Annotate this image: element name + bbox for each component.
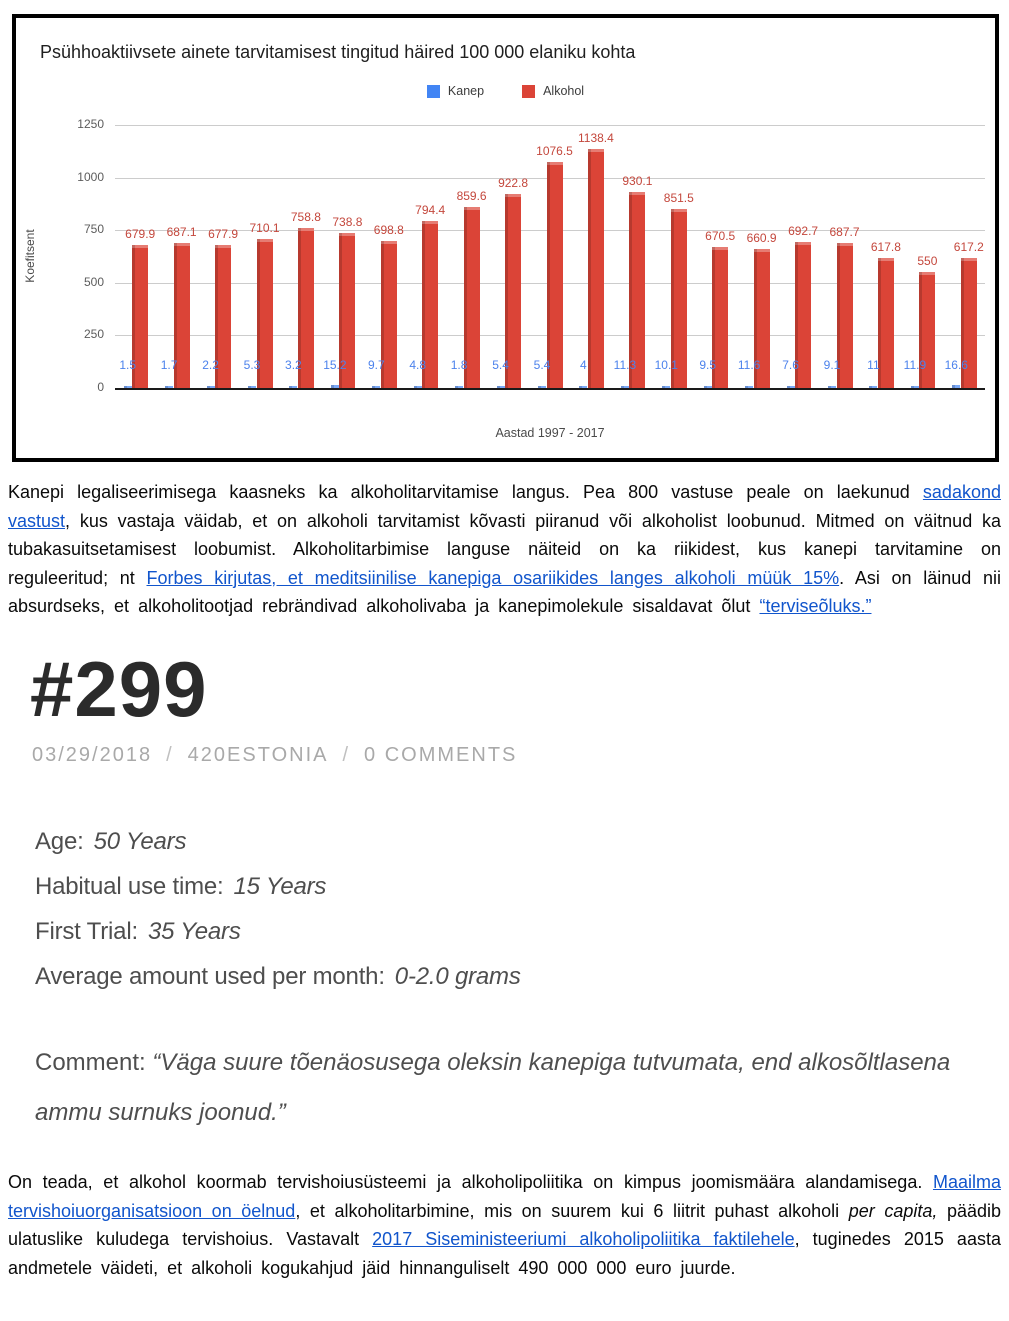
alkohol-value-label: 617.8 xyxy=(870,240,901,254)
kanep-value-label: 9.5 xyxy=(699,358,717,372)
y-tick-label: 250 xyxy=(83,327,104,342)
alkohol-bar xyxy=(588,149,604,389)
kanep-bar xyxy=(869,386,877,388)
alkohol-value-label: 687.7 xyxy=(829,225,860,240)
alkohol-value-label: 670.5 xyxy=(705,228,736,243)
kanep-bar xyxy=(207,386,215,388)
kanep-value-label: 1.5 xyxy=(119,358,137,372)
legend-swatch-icon xyxy=(522,85,535,98)
kanep-bar xyxy=(911,386,919,389)
stat-label: Age: xyxy=(35,828,84,855)
legend-label: Alkohol xyxy=(543,84,585,98)
alkohol-value-label: 677.9 xyxy=(208,227,239,242)
kanep-value-label: 1.8 xyxy=(450,358,468,372)
kanep-bar xyxy=(372,386,380,388)
kanep-bar xyxy=(745,386,753,388)
post-date: 03/29/2018 xyxy=(32,744,153,766)
stat-value: 0-2.0 grams xyxy=(394,963,521,990)
kanep-bar xyxy=(662,386,670,388)
y-tick-label: 750 xyxy=(83,222,104,237)
post-category[interactable]: 420ESTONIA xyxy=(187,744,329,766)
alkohol-value-label: 1138.4 xyxy=(577,130,614,145)
kanep-bar xyxy=(248,386,256,388)
inline-link[interactable]: sadakond vastust xyxy=(8,482,1001,531)
alkohol-value-label: 859.6 xyxy=(456,189,487,204)
y-tick-label: 1000 xyxy=(77,169,104,184)
kanep-bar xyxy=(828,386,836,388)
inline-link[interactable]: Forbes kirjutas, et meditsiinilise kanepiga osariikides langes alkoholi müük 15% xyxy=(146,567,840,588)
alkohol-value-label: 710.1 xyxy=(249,220,280,235)
paragraph-intro xyxy=(8,478,1001,621)
kanep-value-label: 11 xyxy=(867,358,880,372)
stat-value: 15 Years xyxy=(233,873,327,900)
stat-value: 35 Years xyxy=(147,918,241,945)
kanep-bar xyxy=(455,386,463,388)
inline-link[interactable]: 2017 Siseministeeriumi alkoholipoliitika faktilehele xyxy=(372,1229,795,1249)
kanep-value-label: 9.7 xyxy=(367,358,385,372)
text-segment: On teada, et alkohol koormab tervishoiusüsteemi ja alkoholipoliitika on kimpus joomismäära alandamisega. xyxy=(8,1172,933,1192)
comment-quote: “Väga suure tõenäosusega oleksin kanepiga tutvumata, end alkosõltlasena ammu surnuks joonud.” xyxy=(35,1049,951,1126)
kanep-bar xyxy=(331,385,339,388)
kanep-value-label: 15.2 xyxy=(323,358,347,372)
y-tick-label: 500 xyxy=(83,274,104,289)
alkohol-value-label: 922.8 xyxy=(498,175,529,190)
text-segment: per capita, xyxy=(848,1200,938,1221)
legend-label: Kanep xyxy=(447,84,485,98)
kanep-bar xyxy=(579,386,587,388)
inline-link[interactable]: “terviseõluks.” xyxy=(759,596,872,616)
kanep-value-label: 10.1 xyxy=(654,358,678,372)
comment-label: Comment: xyxy=(35,1049,146,1076)
text-segment: , kus vastaja väidab, et on alkoholi tarvitamist kõvasti piiranud või alkoholist loobunud. Mitmed on väitnud ka tubakasuitsetamisest loobumist. Alkoholitarbimise languse näiteid on ka riikidest, kus kanepi tarvitamine on reguleeritud; nt xyxy=(8,510,1001,588)
stat-label: First Trial: xyxy=(35,918,138,945)
chart-card xyxy=(12,14,999,462)
alkohol-value-label: 851.5 xyxy=(663,190,694,205)
y-tick-label: 0 xyxy=(97,380,104,394)
plot-area xyxy=(115,125,985,390)
text-segment: päädib ulatuslike kuludega tervishoius. Vastavalt xyxy=(8,1200,1001,1249)
kanep-bar xyxy=(414,386,422,388)
legend-swatch-icon xyxy=(427,85,440,98)
stat-row xyxy=(35,873,521,902)
post-meta xyxy=(32,744,517,767)
kanep-bar xyxy=(621,386,629,388)
stat-label: Habitual use time: xyxy=(35,873,224,900)
text-segment: . Asi on läinud nii absurdseks, et alkoholitootjad rebrändivad alkoholivaba ja kanepimolekule sisaldavat õlut xyxy=(8,567,1002,616)
stat-value: 50 Years xyxy=(93,828,187,855)
chart-title: Psühhoaktiivsete ainete tarvitamisest tingitud häired 100 000 elaniku kohta xyxy=(40,42,636,62)
x-axis-title: Aastad 1997 - 2017 xyxy=(495,426,605,440)
alkohol-value-label: 930.1 xyxy=(622,174,653,189)
text-segment: , et alkoholitarbimine, mis on suurem kui 6 liitrit puhast alkoholi xyxy=(295,1200,849,1221)
kanep-value-label: 11.3 xyxy=(613,358,637,372)
kanep-value-label: 4.8 xyxy=(409,358,427,372)
alkohol-value-label: 692.7 xyxy=(788,224,819,239)
kanep-value-label: 5.4 xyxy=(533,358,551,372)
alkohol-value-label: 617.2 xyxy=(953,240,984,255)
meta-separator: / xyxy=(166,744,174,766)
kanep-value-label: 3.2 xyxy=(285,358,302,372)
alkohol-value-label: 794.4 xyxy=(415,202,446,217)
kanep-value-label: 4 xyxy=(580,358,587,372)
kanep-value-label: 16.6 xyxy=(944,358,968,372)
kanep-value-label: 11.6 xyxy=(737,358,761,372)
alkohol-value-label: 660.9 xyxy=(746,230,777,245)
kanep-bar xyxy=(538,386,546,388)
alkohol-value-label: 687.1 xyxy=(166,225,197,240)
alkohol-value-label: 1076.5 xyxy=(536,143,573,158)
alkohol-value-label: 738.8 xyxy=(332,214,363,229)
inline-link[interactable]: Maailma tervishoiuorganisatsioon on öelnud xyxy=(8,1172,1001,1221)
alkohol-value-label: 550 xyxy=(917,254,938,269)
y-tick-label: 1250 xyxy=(77,117,104,131)
stat-row xyxy=(35,918,521,947)
kanep-value-label: 9.1 xyxy=(823,358,841,372)
kanep-value-label: 7.6 xyxy=(782,358,799,372)
kanep-bar xyxy=(289,386,297,388)
kanep-bar xyxy=(497,386,505,388)
respondent-stats xyxy=(35,828,521,1008)
kanep-bar xyxy=(952,385,960,389)
kanep-value-label: 11.9 xyxy=(903,358,927,372)
kanep-value-label: 2.2 xyxy=(202,358,219,372)
kanep-bar xyxy=(165,386,173,388)
alkohol-value-label: 758.8 xyxy=(290,210,321,225)
legend-item-alkohol xyxy=(522,84,584,98)
respondent-comment xyxy=(35,1038,995,1138)
kanep-bar xyxy=(704,386,712,388)
alkohol-value-label: 698.8 xyxy=(373,223,404,237)
post-comments-count[interactable]: 0 COMMENTS xyxy=(364,744,518,766)
stat-label: Average amount used per month: xyxy=(35,963,385,990)
kanep-value-label: 5.4 xyxy=(492,358,509,372)
chart-legend xyxy=(16,84,995,98)
post-title: #299 xyxy=(30,645,208,733)
kanep-value-label: 1.7 xyxy=(160,358,178,372)
stat-row xyxy=(35,828,521,857)
y-axis-title: Koefitsent xyxy=(23,229,37,283)
legend-item-kanep xyxy=(427,84,484,98)
kanep-bar xyxy=(787,386,795,388)
kanep-value-label: 5.3 xyxy=(243,358,261,372)
alkohol-bar xyxy=(547,162,563,389)
paragraph-outro xyxy=(8,1168,1001,1282)
gridline xyxy=(115,125,985,126)
meta-separator: / xyxy=(342,744,351,766)
alkohol-value-label: 679.9 xyxy=(125,226,156,241)
text-segment: Kanepi legaliseerimisega kaasneks ka alkoholitarvitamise langus. Pea 800 vastuse peale on laekunud xyxy=(8,482,923,502)
kanep-bar xyxy=(124,386,132,388)
stat-row xyxy=(35,963,521,992)
text-segment: , tuginedes 2015 aasta andmetele väideti, et alkoholi kogukahjud jäid hinnanguliselt 490 000 000 euro juurde. xyxy=(8,1229,1001,1278)
